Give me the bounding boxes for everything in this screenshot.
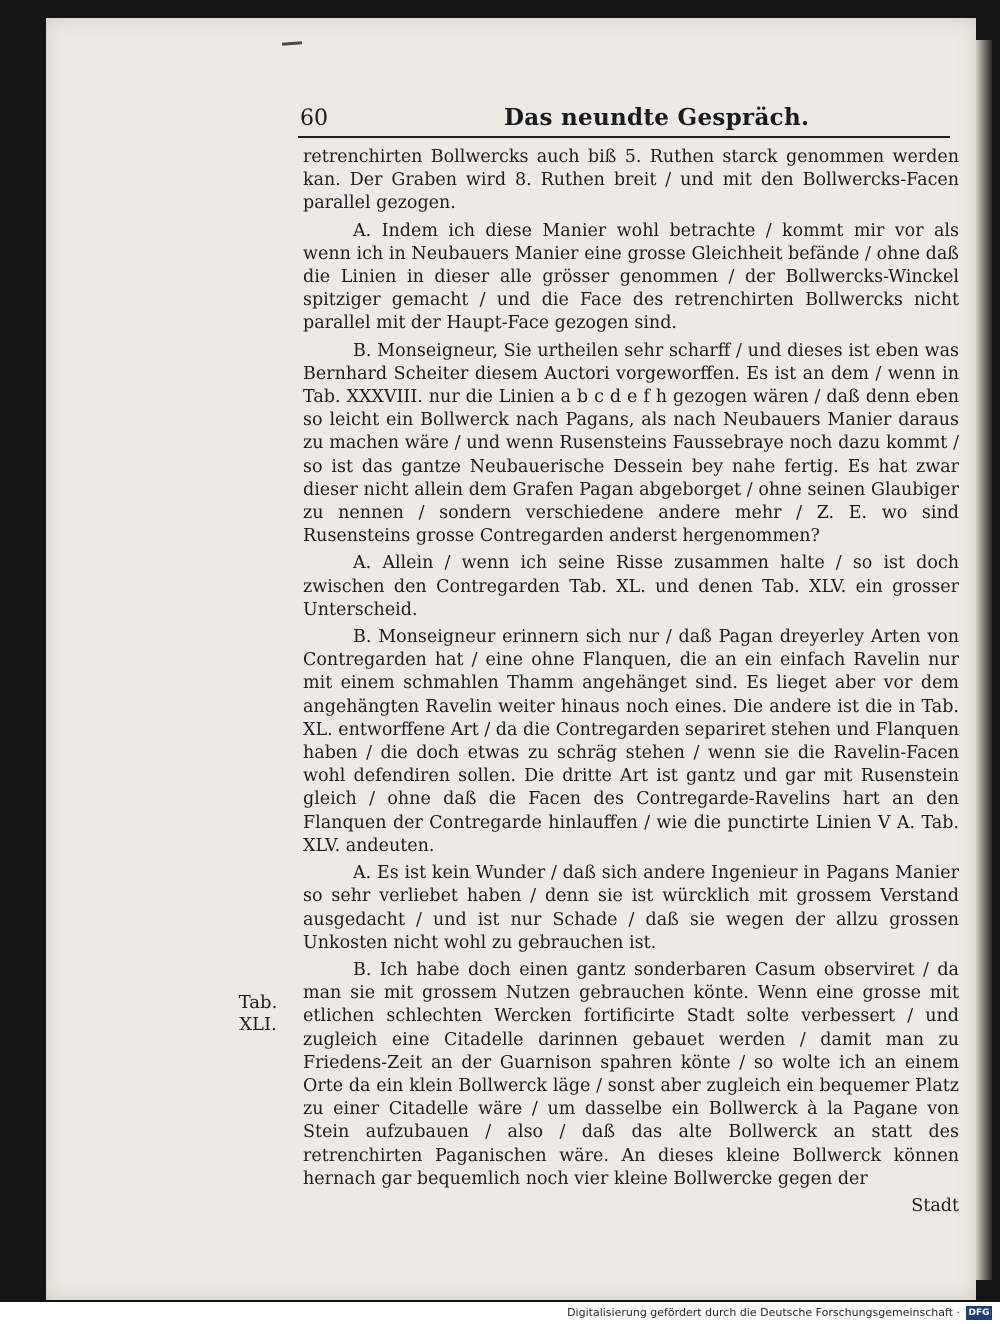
dfg-logo-icon: DFG [966,1306,992,1320]
footer-credit: Digitalisierung gefördert durch die Deutsche Forschungsgemeinschaft · [567,1306,960,1319]
footer-bar [0,1302,1000,1324]
margin-note-line: Tab. [238,992,278,1013]
page-heading: Das neundte Gespräch. [504,104,810,131]
paragraph: B. Monseigneur, Sie urtheilen sehr scharff / und dieses ist eben was Bernhard Scheiter diesem Auctori vorgeworffen. Es ist an dem / wenn in Tab. XXXVIII. nur die Linien a b c d e f h gezogen wären / daß denn eben so leicht ein Bollwerck nach Pagans, als nach Neubauers Manier daraus zu machen wäre / und wenn Rusensteins Faussebraye noch dazu kommt / so ist das gantze Neubauerische Dessein bey nahe fertig. Es hat zwar dieser nicht allein dem Grafen Pagan abgeborget / ohne seinen Glaubiger zu nennen / sondern verschiedene andere mehr / Z. E. wo sind Rusensteins grosse Contregarden anderst hergenommen? [303,340,959,547]
page-edge [976,40,992,1280]
page-number: 60 [300,106,328,131]
margin-note [228,992,288,1036]
paragraph: B. Ich habe doch einen gantz sonderbaren Casum observiret / da man sie mit grossem Nutzen gebrauchen könte. Wenn eine grosse mit etlichen schlechten Wercken fortificirte Stadt solte verbessert / und zugleich eine Citadelle darinnen gebauet werden / damit man zu Friedens-Zeit an der Guarnison spahren könte / so wolte ich an einem Orte da ein klein Bollwerck läge / sonst aber zugleich ein bequemer Platz zu einer Citadelle wäre / um dasselbe ein Bollwerck à la Pagane von Stein aufzubauen / also / daß das alte Bollwerck an statt des retrenchirten Paganischen wäre. An dieses kleine Bollwerck können hernach gar bequemlich noch vier kleine Bollwercke gegen der [303,959,959,1189]
paragraph: A. Es ist kein Wunder / daß sich andere Ingenieur in Pagans Manier so sehr verliebet haben / denn sie ist würcklich mit grossem Verstand ausgedacht / und ist nur Schade / daß sie wegen der allzu grossen Unkosten nicht wohl zu gebrauchen ist. [303,863,959,953]
paragraph: retrenchirten Bollwercks auch biß 5. Ruthen starck genommen werden kan. Der Graben wird 8. Ruthen breit / und mit den Bollwercks-Facen parallel gezogen. [303,147,959,214]
body-text [303,146,959,1217]
paragraph: A. Allein / wenn ich seine Risse zusammen halte / so ist doch zwischen den Contregarden Tab. XL. und denen Tab. XLV. ein grosser Unterscheid. [303,553,959,620]
paragraph: B. Monseigneur erinnern sich nur / daß Pagan dreyerley Arten von Contregarden hat / eine ohne Flanquen, die an ein einfach Ravelin nur mit einem schmahlen Thamm angehänget sind. Es lieget aber vor dem angehängten Ravelin weiter hinaus noch eines. Die andere ist die in Tab. XL. entworffene Art / da die Contregarden separiret stehen und Flanquen haben / die doch etwas zu schräg stehen / wenn sie die Ravelin-Facen wohl defendiren sollen. Die dritte Art ist gantz und gar mit Rusenstein gleich / ohne daß die Facen des Contregarde-Ravelins hart an den Flanquen der Contregarde hinlauffen / wie die punctirte Linien V A. Tab. XLV. andeuten. [303,627,959,856]
paragraph: A. Indem ich diese Manier wohl betrachte / kommt mir vor als wenn ich in Neubauers Manier eine grosse Gleichheit befände / ohne daß die Linien in dieser alle grösser genommen / der Bollwercks-Winckel spitziger gemacht / und die Face des retrenchirten Bollwercks nicht parallel mit der Haupt-Face gezogen sind. [303,220,959,334]
running-head [298,104,950,138]
margin-note-line: XLI. [239,1014,277,1035]
catchword: Stadt [911,1195,959,1216]
